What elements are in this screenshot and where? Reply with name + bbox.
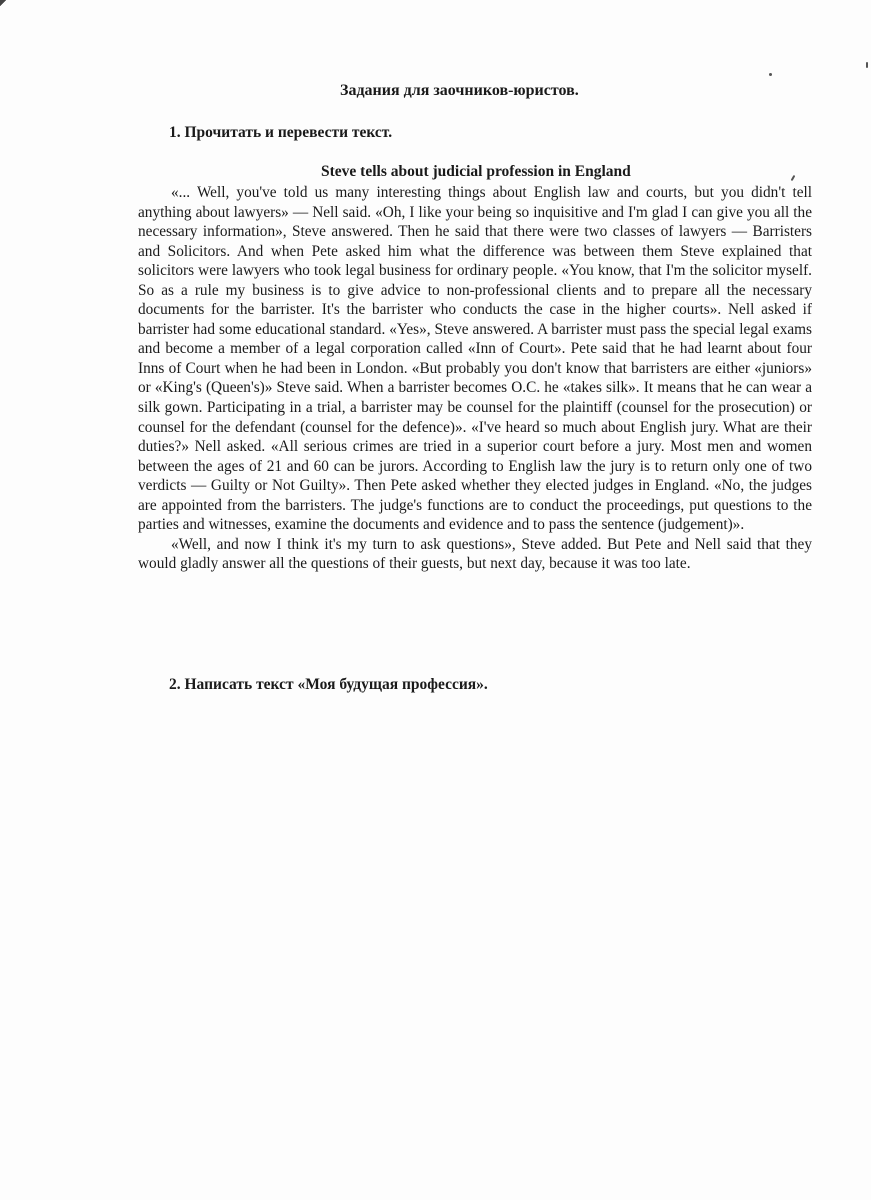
scan-corner-mark [0,0,10,10]
paragraph: «... Well, you've told us many interesting things about English law and courts, but you didn't tell anything about lawyers» — Nell said. «Oh, I like your being so inquisitive and I'm glad I can give you all the necessary information», Steve answered. Then he said that there were two classes of lawyers — Barristers and Solicitors. And when Pete asked him what the difference was between them Steve explained that solicitors were lawyers who took legal business for ordinary people. «You know, that I'm the solicitor myself. So as a rule my business is to give advice to non-professional clients and to prepare all the necessary documents for the barrister. It's the barrister who conducts the case in the higher courts». Nell asked if barrister had some educational standard. «Yes», Steve answered. A barrister must pass the special legal exams and become a member of a legal corporation called «Inn of Court». Pete said that he had learnt about four Inns of Court when he had been in London. «But probably you don't know that barristers are either «juniors» or «King's (Queen's)» Steve said. When a barrister becomes O.C. he «takes silk». It means that he can wear a silk gown. Participating in a trial, a barrister may be counsel for the plaintiff (counsel for the prosecution) or counsel for the defendant (counsel for the defence)». «I've heard so much about English jury. What are their duties?» Nell asked. «All serious crimes are tried in a superior court before a jury. Most men and women between the ages of 21 and 60 can be jurors. According to English law the jury is to return only one of two verdicts — Guilty or Not Guilty». Then Pete asked whether they elected judges in England. «No, the judges are appointed from the barristers. The judge's functions are to conduct the proceedings, put questions to the parties and witnesses, examine the documents and evidence and to pass the sentence (judgement)». [138,184,812,534]
task-2-heading: 2. Написать текст «Моя будущая профессия». [169,676,488,693]
paragraph: «Well, and now I think it's my turn to ask questions», Steve added. But Pete and Nell said that they would gladly answer all the questions of their guests, but next day, because it was too late. [138,535,812,573]
reading-text [138,183,812,574]
scan-speck [791,175,796,181]
text-title: Steve tells about judicial profession in England [321,163,631,180]
page-title: Задания для заочников-юристов. [340,82,579,99]
scan-speck [866,62,868,68]
task-1-heading: 1. Прочитать и перевести текст. [169,124,393,141]
scan-speck [769,73,772,76]
